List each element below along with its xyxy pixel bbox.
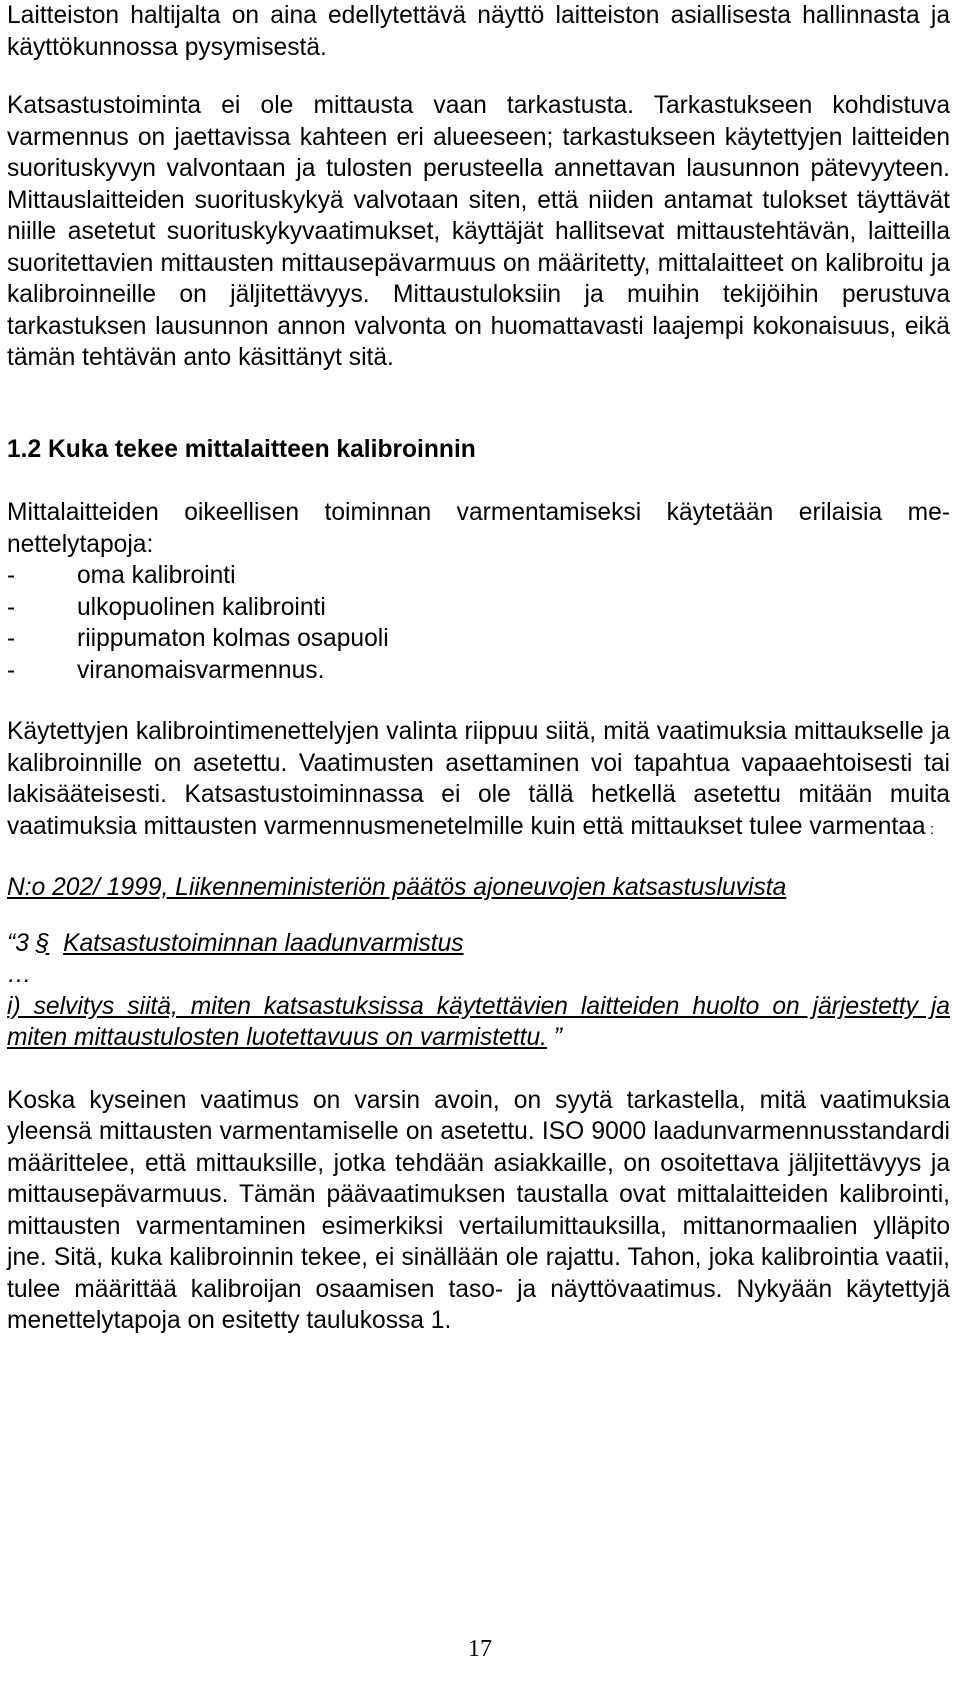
quote-section-title: Katsastustoiminnan laadunvarmistus — [63, 929, 464, 957]
paragraph-methods-intro: Mittalaitteiden oikeellisen toiminnan varmentamiseksi käytetään erilaisia menettelytapoja: — [7, 499, 950, 558]
quote-ellipsis: … — [7, 961, 32, 988]
regulation-reference: N:o 202/ 1999, Liikenneministeriön päätös ajoneuvojen katsastusluvista — [7, 874, 787, 901]
trailing-colon: : — [925, 820, 934, 838]
paragraph-calibration-choice — [7, 716, 950, 845]
paragraph-inspection-activity: Katsastustoiminta ei ole mittausta vaan tarkastusta. Tarkastukseen kohdistuva varmennus on jaettavissa kahteen eri alueeseen; tarkastukseen käytettyjen laitteiden suorituskyvyn valvontaan ja tulosten perusteella annettavan lausunnon pätevyyteen. Mittauslaitteiden suorituskykyä valvotaan siten, että niiden antamat tulokset täyttävät niille asetetut suorituskykyvaatimukset, käyttäjät hallitsevat mittaustehtävän, laitteilla suoritettavien mittausten mittausepävarmuus on määritetty, mittalaitteet on kalibroitu ja kalibroinneille on jäljitettävyys. Mittaustuloksiin ja muihin tekijöihin perustuva tarkastuksen lausunnon annon valvonta on huomattavasti laajempi kokonaisuus, eikä tämän tehtävän anto käsittänyt sitä. — [7, 92, 950, 371]
paragraph-requirements: Koska kyseinen vaatimus on varsin avoin, on syytä tarkastella, mitä vaatimuksia yleensä mittausten varmentamiselle on asetettu. ISO 9000 laadunvarmennusstandardi määrittelee, että mittauksille, jotka tehdään asiakkaille, on osoitettava jäljitettävyys ja mittausepävarmuus. Tämän päävaatimuksen taustalla ovat mittalaitteiden kalibrointi, mittausten varmentaminen esimerkiksi vertailumittauksilla, mittanormaalien ylläpito jne. Sitä, kuka kalibroinnin tekee, ei sinällään ole rajattu. Tahon, joka kalibrointia vaatii, tulee määrittää kalibroijan osaamisen taso- ja näyttövaatimus. Nykyään käytettyjä menettelytapoja on esitetty taulukossa 1. — [7, 1086, 950, 1334]
list-dash: - — [7, 625, 16, 652]
quote-section-line — [7, 928, 950, 960]
paragraph-calibration-choice-text: Käytettyjen kalibrointimenettelyjen valinta riippuu siitä, mitä vaatimuksia mittaukselle ja kalibroinnille on asetettu. Vaatimusten asettaminen voi tapahtua vapaaehtoisesti tai lakisääteisesti. Katsastustoiminnassa ei ole tällä hetkellä asetettu mitään muita vaatimuksia mittausten varmennusmenetelmille kuin että mittaukset tulee varmentaa — [7, 718, 950, 840]
list-item-text: ulkopuolinen kalibrointi — [77, 593, 326, 621]
list-item — [7, 655, 950, 687]
page-number: 17 — [468, 1636, 492, 1662]
quote-section-spacer — [49, 930, 63, 957]
section-heading: 1.2 Kuka tekee mittalaitteen kalibroinnin — [7, 435, 476, 463]
paragraph-equipment-owner: Laitteiston haltijalta on aina edellytettävä näyttö laitteiston asiallisesta hallinnasta ja käyttökunnossa pysymisestä. — [7, 2, 950, 61]
regulation-quote — [7, 928, 950, 1054]
list-dash: - — [7, 656, 16, 684]
list-item — [7, 560, 950, 592]
document-page — [7, 0, 950, 1337]
section-sign: § — [35, 929, 50, 957]
list-item-text: viranomaisvarmennus. — [77, 656, 325, 684]
list-dash: - — [7, 593, 16, 621]
list-item — [7, 592, 950, 624]
list-item-text: oma kalibrointi — [77, 562, 236, 589]
quote-close-mark: ” — [546, 1024, 562, 1051]
methods-list — [7, 560, 950, 686]
list-dash: - — [7, 562, 16, 589]
quote-item-i — [7, 991, 950, 1054]
quote-item-i-text: i) selvitys siitä, miten katsastuksissa käytettävien laitteiden huolto on järjestetty ja miten mittaustulosten luotettavuus on varmistettu. — [7, 992, 950, 1051]
list-item — [7, 623, 950, 655]
list-item-text: riippumaton kolmas osapuoli — [77, 625, 389, 652]
quote-open-mark: “3 — [7, 929, 36, 957]
